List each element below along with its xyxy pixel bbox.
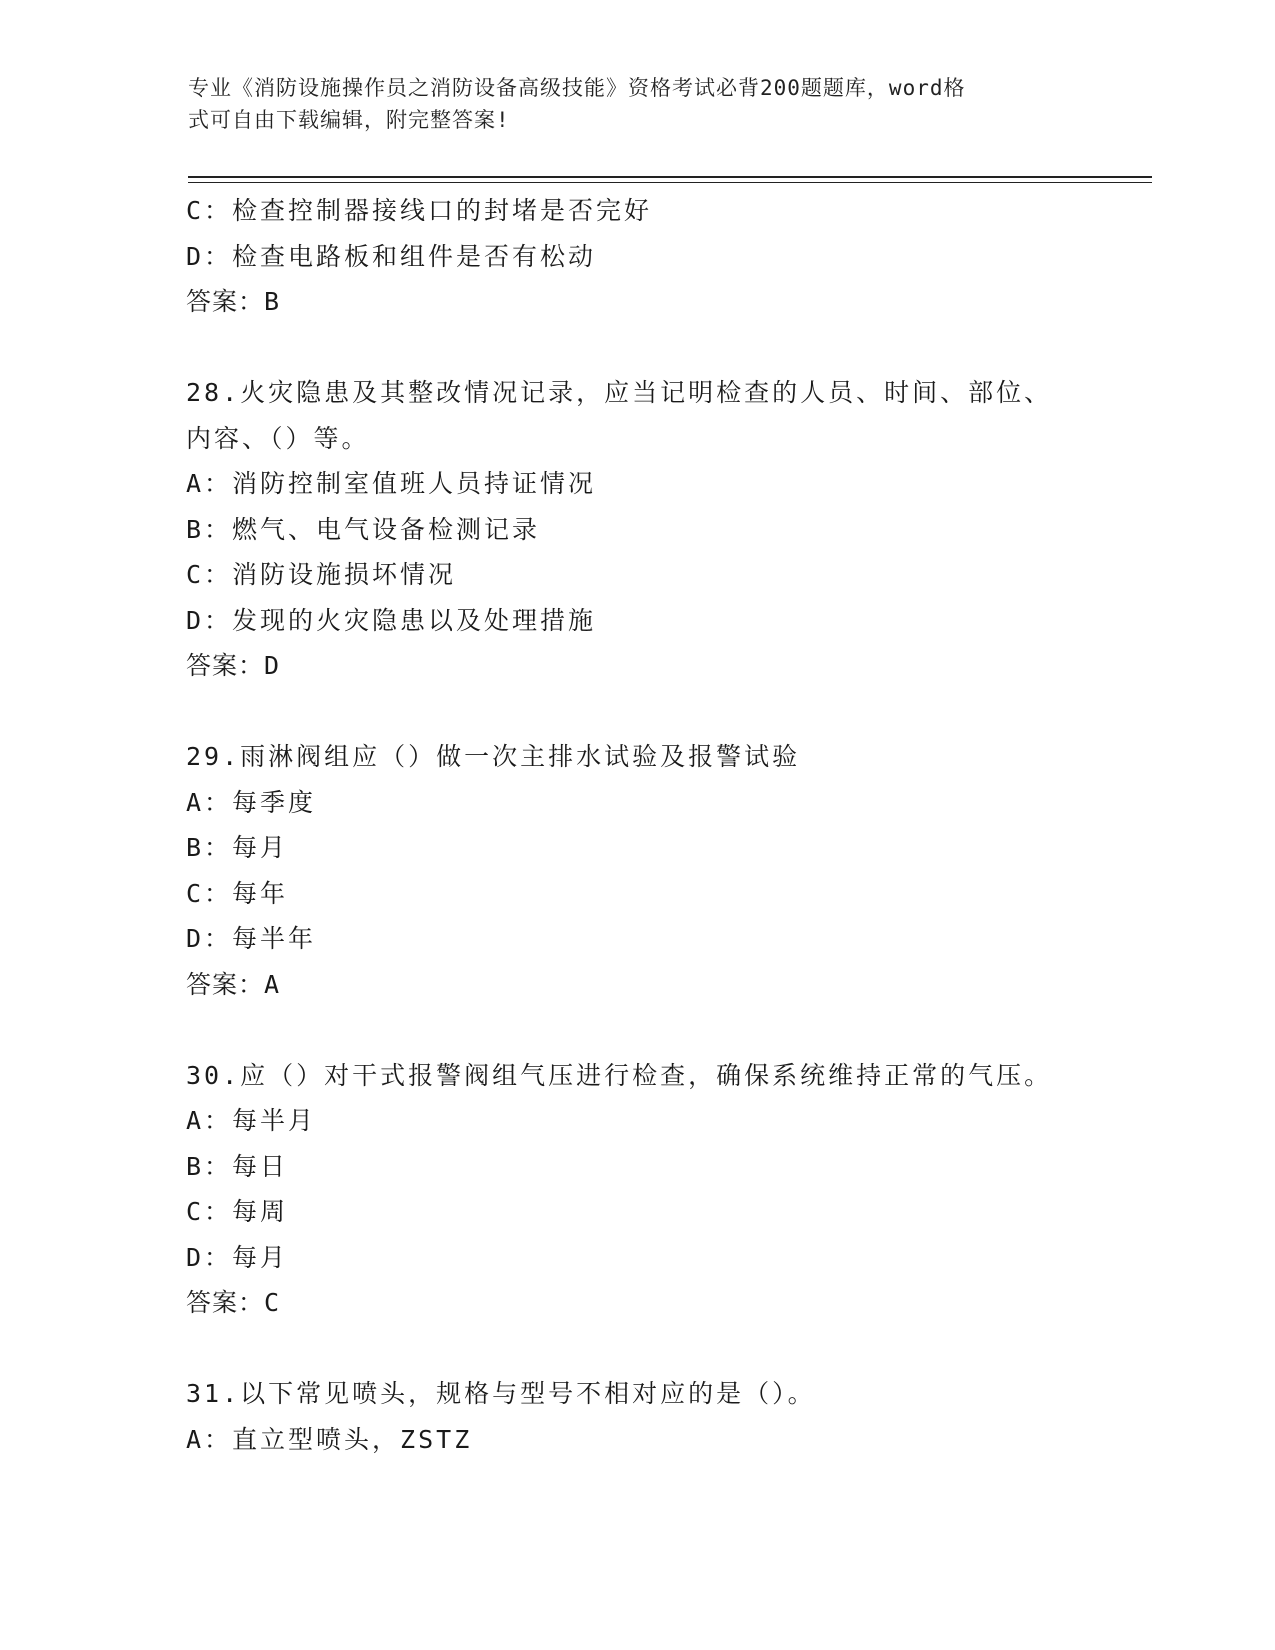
- option-a: A：每季度: [186, 787, 317, 817]
- question-stem: 29.雨淋阀组应（）做一次主排水试验及报警试验: [186, 742, 801, 771]
- option-a: A：每半月: [186, 1106, 317, 1135]
- spacer: [186, 1326, 1146, 1372]
- answer-label: 答案：C: [186, 1288, 281, 1317]
- header-line-1: 专业《消防设施操作员之消防设备高级技能》资格考试必背200题题库，word格: [188, 76, 966, 100]
- option-c: C：每年: [186, 878, 289, 908]
- header-line-2: 式可自由下载编辑，附完整答案!: [188, 108, 510, 132]
- spacer: [186, 1007, 1146, 1053]
- document-header: [188, 72, 1068, 136]
- question-list: [186, 188, 1146, 1462]
- header-rule-thick: [188, 176, 1152, 178]
- option-c: C：消防设施损坏情况: [186, 560, 457, 589]
- option-b: B：每月: [186, 833, 289, 862]
- answer-label: 答案：B: [186, 287, 281, 316]
- question-stem-continued: 内容、（）等。: [186, 423, 370, 453]
- option-b: B：燃气、电气设备检测记录: [186, 514, 541, 544]
- question-27-partial: [186, 188, 1146, 325]
- answer-label: 答案：A: [186, 969, 281, 999]
- spacer: [186, 325, 1146, 371]
- question-28: [186, 370, 1146, 689]
- question-stem: 28.火灾隐患及其整改情况记录，应当记明检查的人员、时间、部位、: [186, 378, 1053, 407]
- option-d: D：每半年: [186, 924, 317, 953]
- option-c: C：每周: [186, 1197, 289, 1226]
- option-a: A：直立型喷头，ZSTZ: [186, 1424, 473, 1454]
- option-a: A：消防控制室值班人员持证情况: [186, 469, 597, 498]
- question-29: [186, 734, 1146, 1007]
- option-b: B：每日: [186, 1151, 289, 1181]
- spacer: [186, 689, 1146, 735]
- option-d: D：检查电路板和组件是否有松动: [186, 241, 597, 271]
- question-stem: 30.应（）对干式报警阀组气压进行检查，确保系统维持正常的气压。: [186, 1060, 1053, 1090]
- header-rule-thin: [188, 182, 1152, 183]
- question-30: [186, 1053, 1146, 1326]
- option-d: D：发现的火灾隐患以及处理措施: [186, 605, 597, 635]
- option-c: C：检查控制器接线口的封堵是否完好: [186, 196, 653, 225]
- answer-label: 答案：D: [186, 651, 281, 680]
- question-stem: 31.以下常见喷头，规格与型号不相对应的是（）。: [186, 1379, 816, 1408]
- question-31: [186, 1371, 1146, 1462]
- option-d: D：每月: [186, 1242, 289, 1272]
